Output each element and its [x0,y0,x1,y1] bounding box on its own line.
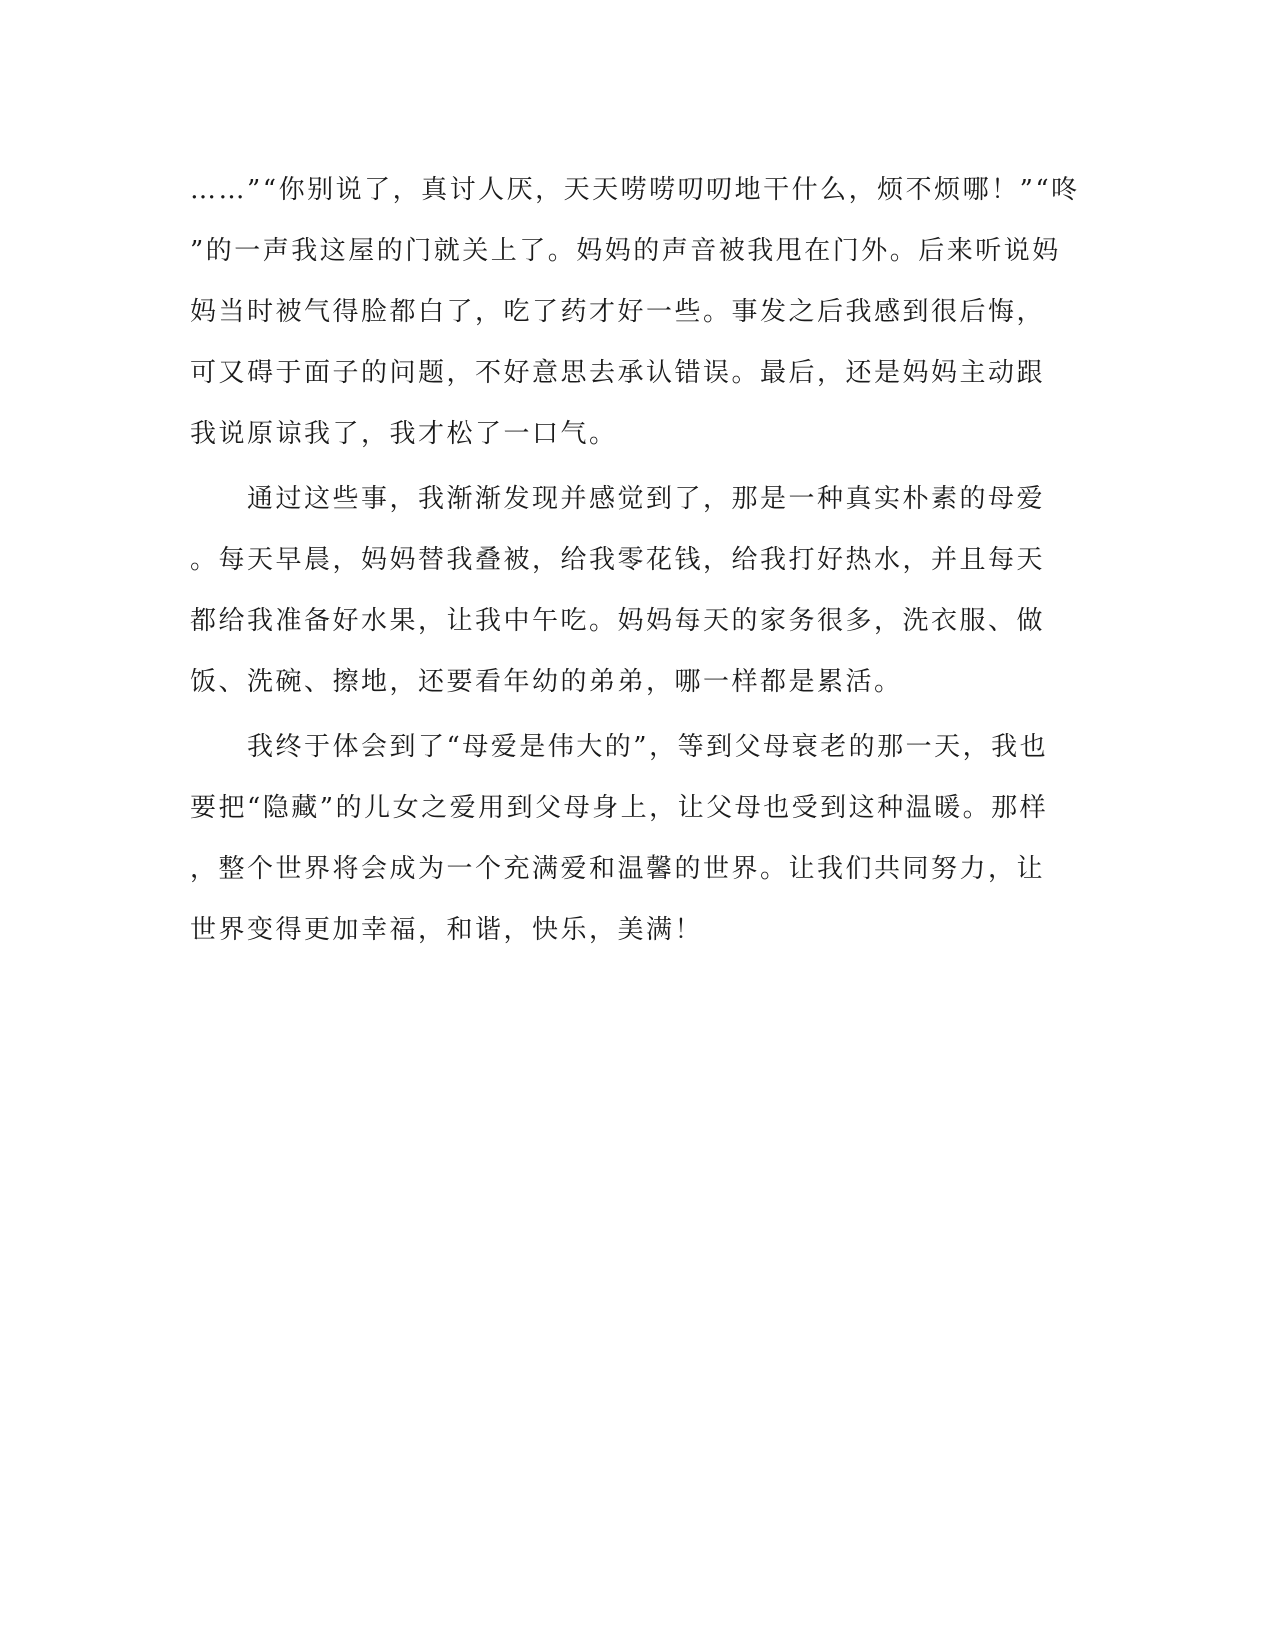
text-line: ”的一声我这屋的门就关上了。妈妈的声音被我甩在门外。后来听说妈 [190,236,1061,266]
text-line: 世界变得更加幸福，和谐，快乐，美满！ [190,915,704,945]
paragraph-1 [190,160,1090,465]
text-line: 。每天早晨，妈妈替我叠被，给我零花钱，给我打好热水，并且每天 [190,545,1046,575]
text-line: ……”“你别说了，真讨人厌，天天唠唠叨叨地干什么，烦不烦哪！”“咚 [190,175,1080,205]
paragraph-3 [190,717,1090,961]
text-line: 妈当时被气得脸都白了，吃了药才好一些。事发之后我感到很后悔， [190,297,1046,327]
text-line: 我终于体会到了“母爱是伟大的”，等到父母衰老的那一天，我也 [190,732,1049,762]
text-line: 通过这些事，我渐渐发现并感觉到了，那是一种真实朴素的母爱 [190,484,1046,514]
document-body [190,160,1090,961]
text-line: 要把“隐藏”的儿女之爱用到父母身上，让父母也受到这种温暖。那样 [190,793,1049,823]
text-line: 可又碍于面子的问题，不好意思去承认错误。最后，还是妈妈主动跟 [190,358,1046,388]
paragraph-2 [190,469,1090,713]
text-line: ，整个世界将会成为一个充满爱和温馨的世界。让我们共同努力，让 [190,854,1046,884]
text-line: 饭、洗碗、擦地，还要看年幼的弟弟，哪一样都是累活。 [190,667,903,697]
text-line: 我说原谅我了，我才松了一口气。 [190,419,618,449]
text-line: 都给我准备好水果，让我中午吃。妈妈每天的家务很多，洗衣服、做 [190,606,1046,636]
